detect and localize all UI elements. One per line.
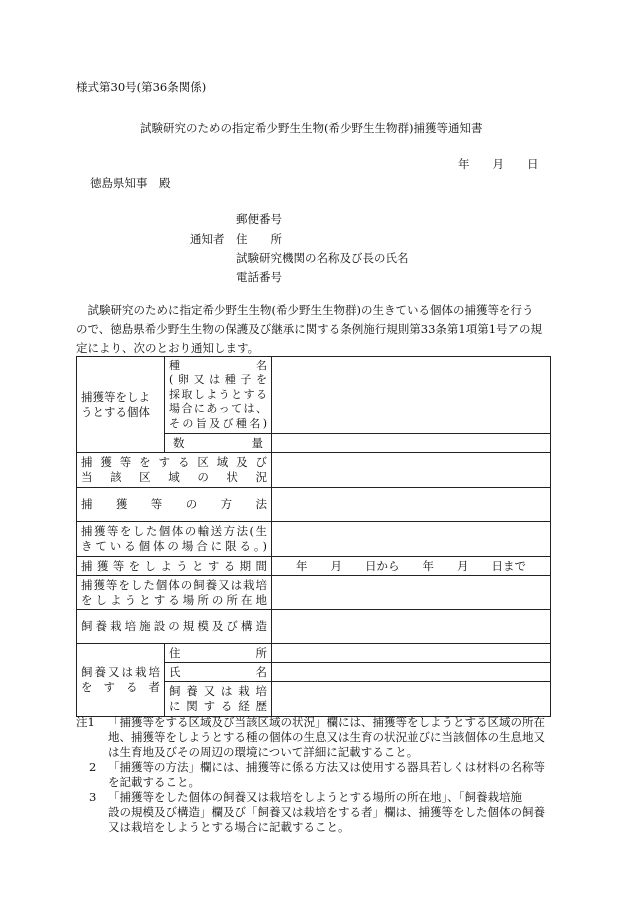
note-1-line-2: 地、捕獲等をしようとする種の個体の生息又は生育の状況並びに当該個体の生息地又 (108, 730, 545, 744)
transport-value[interactable] (272, 522, 551, 557)
area-value[interactable] (272, 453, 551, 488)
period-value[interactable]: 年 月 日から 年 月 日まで (272, 557, 551, 576)
notifier-phone: 電話番号 (236, 270, 282, 284)
note-1-number: 注1 (76, 715, 95, 729)
species-label-cell: 種 名 (卵又は種子を 採取しようとする 場合にあっては、 その旨及び種名) (165, 357, 272, 434)
facility-label: 飼養栽培施設の規模及び構造 (77, 610, 272, 644)
individual-label-cell: 捕獲等をしよ うとする個体 (77, 357, 165, 453)
note-3-line-3: 又は栽培をしようとする場合に記載すること。 (108, 820, 350, 834)
location-value[interactable] (272, 576, 551, 610)
form-number: 様式第30号(第36条関係) (76, 80, 207, 94)
keeper-name-label: 氏 名 (165, 663, 272, 682)
note-2-line-1: 「捕獲等の方法」欄には、捕獲等に係る方法又は使用する器具若しくは材料の名称等 (108, 760, 545, 774)
species-value[interactable] (272, 357, 551, 434)
notifier-postal: 郵便番号 (236, 212, 282, 226)
body-line-1: 試験研究のために指定希少野生生物(希少野生生物群)の生きている個体の捕獲等を行う (76, 303, 534, 317)
body-line-2: ので、徳島県希少野生生物の保護及び継承に関する条例施行規則第33条第1項第1号アの規 (76, 322, 543, 336)
keeper-name-value[interactable] (272, 663, 551, 682)
notification-table (76, 356, 551, 717)
keeper-label-cell: 飼養又は栽培 をする者 (77, 644, 165, 717)
method-label: 捕 獲 等 の 方 法 (77, 488, 272, 522)
note-2-line-2: を記載すること。 (108, 775, 200, 789)
document-title: 試験研究のための指定希少野生生物(希少野生生物群)捕獲等通知書 (140, 121, 483, 135)
period-label: 捕獲等をしようとする期間 (77, 557, 272, 576)
notifier-address: 住 所 (236, 232, 282, 246)
note-3-line-1: 「捕獲等をした個体の飼養又は栽培をしようとする場所の所在地」、「飼養栽培施 (108, 790, 522, 804)
keeper-history-label: 飼養又は栽培 に関する経歴 (165, 682, 272, 717)
addressee: 徳島県知事 殿 (90, 176, 171, 190)
quantity-value[interactable] (272, 434, 551, 453)
transport-label: 捕獲等をした個体の輸送方法(生 きている個体の場合に限る。) (77, 522, 272, 557)
notifier-label: 通知者 (190, 232, 225, 246)
notifier-institution: 試験研究機関の名称及び長の氏名 (236, 251, 409, 265)
body-line-3: 定により、次のとおり通知します。 (76, 341, 260, 355)
quantity-label: 数 量 (165, 434, 272, 453)
keeper-history-value[interactable] (272, 682, 551, 717)
keeper-address-value[interactable] (272, 644, 551, 663)
date-line: 年 月 日 (458, 157, 539, 171)
method-value[interactable] (272, 488, 551, 522)
note-1-line-1: 「捕獲等をする区域及び当該区域の状況」欄には、捕獲等をしようとする区域の所在 (108, 715, 545, 729)
location-label: 捕獲等をした個体の飼養又は栽培 をしようとする場所の所在地 (77, 576, 272, 610)
note-3-number: 3 (89, 790, 97, 804)
area-label: 捕獲等をする区域及び 当該区域の状況 (77, 453, 272, 488)
note-3-line-2: 設の規模及び構造」欄及び「飼養又は栽培をする者」欄は、捕獲等をした個体の飼養 (108, 805, 545, 819)
keeper-address-label: 住 所 (165, 644, 272, 663)
facility-value[interactable] (272, 610, 551, 644)
note-2-number: 2 (89, 760, 97, 774)
note-1-line-3: は生育地及びその周辺の環境について詳細に記載すること。 (108, 745, 419, 759)
